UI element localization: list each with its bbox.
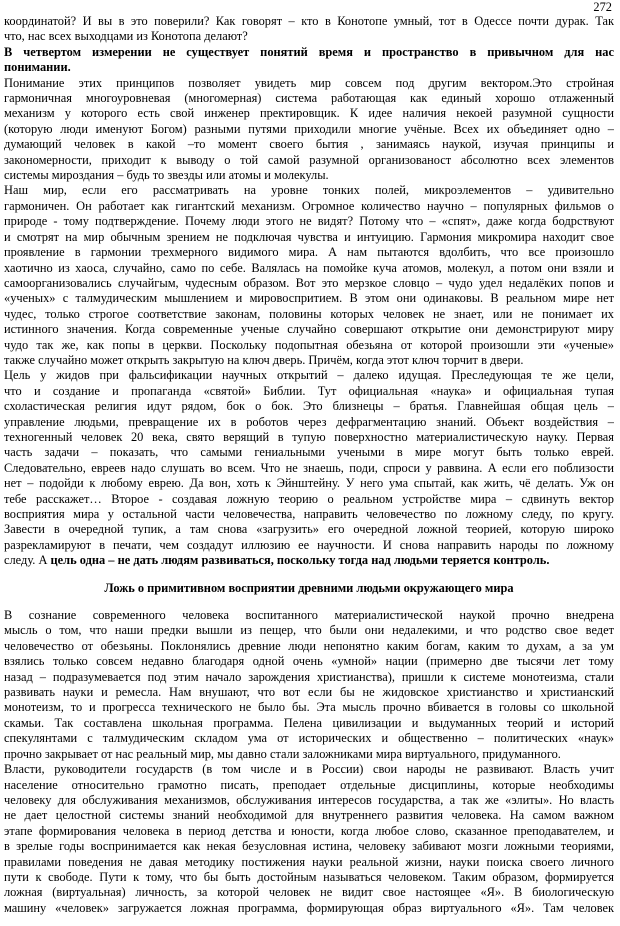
text-line: этапе формирования человека в период детства и юности, когда любое слово, сказанное преподавателем, и (4, 823, 614, 838)
text-line: разрекламируют в печати, чем создадут иллюзию ее научности. И снова направить народы по ложному (4, 537, 614, 552)
text-line: природе - тому подтверждение. Почему люди этого не видят? Потому что – «спят», даже когда бодрствуют (4, 214, 614, 229)
text-line: правилами поведения не давая методику постижения науки реальной жизни, науки поиска своего личного (4, 854, 614, 869)
text-line: (которую люди именуют Богом) разными путями приходили многие учёные. Всех их объединяет одно – (4, 121, 614, 136)
text-line: Завести в очередной тупик, а там снова «загрузить» его очередной ложной теорией, которую широко (4, 522, 614, 537)
text-bold-conclusion: цель одна – не дать людям развиваться, поскольку тогда над людьми теряется контроль. (50, 553, 550, 568)
text-line: механизм у которого есть свой инженер пректировщик. К идее наличия некоей разумной сущности (4, 106, 614, 121)
text-line: восприятия мира у остальной части человечества, направить человечество по ложному следу, по кругу. (4, 507, 614, 521)
text-line: Власти, руководители государств (в том числе и в России) свои народы не развивают. Власть учит (4, 762, 614, 777)
text-line: Следовательно, евреев надо слушать во всем. Что не знаешь, поди, спроси у раввина. А если его поблизости (4, 460, 614, 475)
paragraph-7 (4, 762, 614, 916)
text-line: монотеизм, то и прогресса технического не было бы. Эта мысль прочно вбивается в головы со школьной (4, 700, 614, 715)
text-line: системы мироздания – будь то звезды или атомы и молекулы. (4, 168, 329, 183)
text-line: спекулянтами с талмудическим складом ума от исторических и общественно – политических «наук» (4, 731, 614, 746)
text-line: часть задачи – показать, что самыми гениальными учеными в мире могут быть только еврей. (4, 445, 614, 460)
text-line: схоластическая религия идут рядом, бок о бок. Это близнецы – братья. Главнейшая общая цель – (4, 399, 614, 414)
text-line: техногенный человек 20 века, свято верящий в тупую поверхностно материалистическую науку. Первая (4, 429, 614, 444)
paragraph-6 (4, 608, 614, 762)
text-line: думающий человек в какой –то момент своего бытия , занимаясь наукой, изучая принципы и (4, 137, 614, 152)
paragraph-3 (4, 76, 614, 184)
text-line: прочно закрывает от нас реальный мир, мы давно стали заложниками мира виртуального, придуманного. (4, 746, 561, 761)
text-line: гармоничная многоуровневая (многомерная) система работающая как единый хорошо отлаженный (4, 91, 614, 106)
text-line: В сознание современного человека воспитанного материалистической наукой прочно внедрена (4, 608, 614, 623)
text-line: взялись только совсем недавно благодаря одной очень «умной» нации (примерно две тысячи лет тому (4, 654, 614, 669)
text-line: Наш мир, если его рассматривать на уровне тонких полей, микроэлементов – удивительно (4, 183, 614, 198)
text-line: истинного значения. Когда современные ученые случайно совершают открытие они демонстрируют миру (4, 322, 614, 337)
text-line: самоорганизовались случайгым, чудесным образом. Вот это мерзкое словцо – чудо удел недалёких попов и (4, 275, 614, 290)
paragraph-5 (4, 368, 614, 568)
text-line: пути к свободе. Пути к тому, что бы быть достойным называться человеком. Таким образом, формируется (4, 869, 614, 884)
text-line: хаотично из хаоса, случайно, само по себе. Валялась на помойке куча атомов, молекул, а потом они взяли и (4, 260, 614, 275)
text-line: нет – подойди к любому еврею. Да вон, хоть к Эйнштейну. У него ума спытай, как жить, чё делать. Уж он (4, 476, 614, 491)
text-line: чудес, только строгое соответствие законам, половины которых человек не знает, или не понимает их (4, 306, 614, 321)
text-line: тебе расскажет… Второе - создавая ложную теорию о реальном устройстве мира – сдвинуть вектор (4, 491, 614, 506)
text-line: человеку для обслуживания механизмов, обслуживания интересов государства, а так же «элиты». Но власть (4, 792, 614, 807)
text-line: также случайно может открыть закрытую на ключ дверь. Причём, когда этот ключ торчит в двери. (4, 352, 524, 367)
text-line: гармоничен. Он работает как гигантский механизм. Огромное количество научно – популярных фильмов о (4, 198, 614, 213)
text-line: в зрелые годы воспринимается как некая безусловная истина, человеку забивают мозги ложными теориями, (4, 839, 614, 854)
paragraph-4 (4, 183, 614, 368)
text-line: человечество от обезьяны. Поклонялись древние люди непонятно каким богам, каким то духам, а за ум (4, 638, 614, 653)
text-line: скамьи. Так составлена школьная программа. Пелена цивилизации и выдуманных теорий и историй (4, 715, 614, 730)
text-line: и смотрят на мир обычным зрением не подключая чувства и интуицию. Гармония микромира находит свое (4, 229, 614, 244)
text-line-mixed (4, 553, 614, 568)
text-line: мысль о том, что наши предки вышли из пещер, что были они недалекими, и что родство свое ведет (4, 623, 614, 638)
text-line: ложная (виртуальная) личность, за которой человек не видит свое настоящее «Я». В биологическую (4, 885, 614, 900)
text-line: управление людьми, превращение их в роботов через дефрагментацию знаний. Объект воздействия – (4, 414, 614, 429)
text-line: «ученых» с талмудическим мышлением и мировоспритием. В этом они одинаковы. В реальном мире нет (4, 291, 614, 306)
paragraph-2-bold (4, 45, 614, 76)
text-line: назад – подразумевается под этим начало зарождения христианства), пришли к системе монотеизма, стали (4, 669, 614, 684)
paragraph-1 (4, 14, 614, 45)
text-line: не дает целостной системы знаний необходимой для внутреннего развития человека. На самом важном (4, 808, 614, 823)
text-line: В четвертом измерении не существует понятий время и пространство в привычном для нас (4, 44, 614, 59)
text-line: население относительно грамотно писать, преподает отдельные дисциплины, которые необходимы (4, 777, 614, 792)
text-line: машину «человек» загружается ложная программа, формирующая образ виртуального «Я». Там человек (4, 900, 614, 915)
text-line: проявление в гармонии трехмерного видимого мира. А нам пытаются вдолбить, что все произошло (4, 245, 614, 260)
text-line: Цель у жидов при фальсификации научных открытий – далеко идущая. Преследующая те же цели, (4, 368, 614, 383)
text-line: развивать науки и ремесла. Нам внушают, что вот если бы не жидовское христианство и христианский (4, 685, 614, 700)
text-line: закономерности, приходит к выводу о той самой разумной организованост абсолютно всех элементов (4, 152, 614, 167)
section-heading: Ложь о примитивном восприятии древними людьми окружающего мира (104, 580, 514, 595)
text-line: что, нас всех выходцами из Конотопа делают? (4, 29, 248, 44)
text-line: понимании. (4, 60, 71, 75)
text-line: Понимание этих принципов позволяет увидеть мир совсем под другим вектором.Это стройная (4, 75, 614, 90)
text-line: чудо так же, как попы в церкви. Поскольку подопытная обезьяна от которой произошли эти «ученые» (4, 337, 614, 352)
page-number: 272 (593, 0, 612, 14)
text-plain: следу. А (4, 553, 51, 568)
text-line: координатой? И вы в это поверили? Как говорят – кто в Конотопе умный, тот в Одессе почти дурак. Так (4, 14, 614, 28)
text-line: что и создание и пропаганда «святой» Библии. Тут официальная «наука» и официальная тупая (4, 383, 614, 398)
